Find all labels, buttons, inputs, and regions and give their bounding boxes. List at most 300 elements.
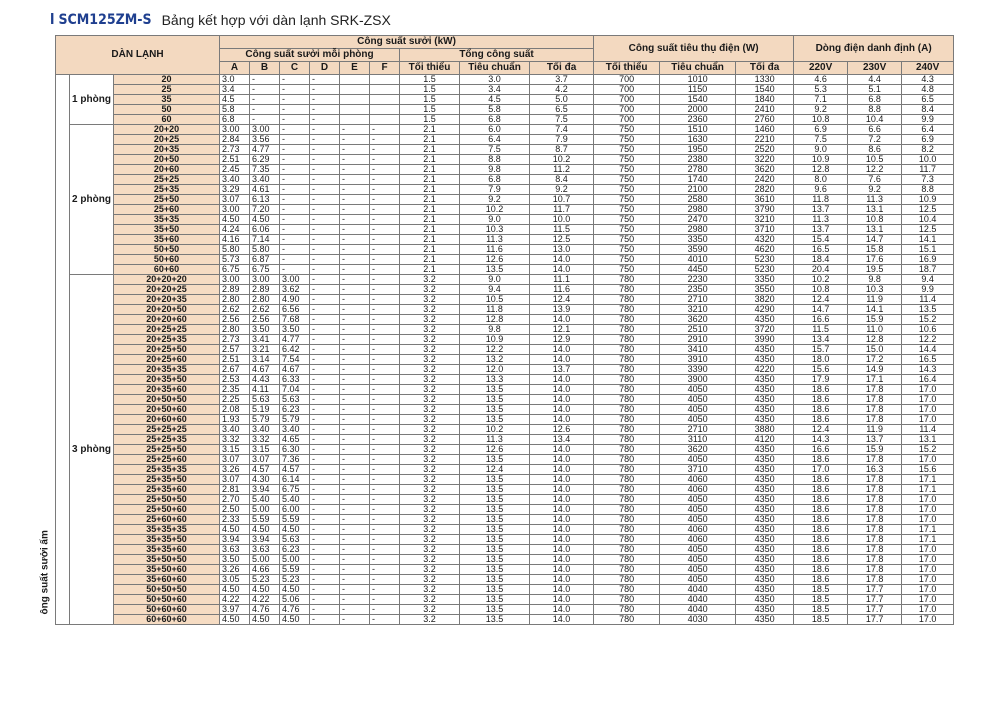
room-c-capacity: - — [280, 155, 310, 165]
combination-cell: 60 — [114, 115, 220, 125]
power-max: 3720 — [736, 325, 794, 335]
room-a-capacity: 2.80 — [220, 295, 250, 305]
total-capacity-min: 2.1 — [400, 145, 460, 155]
room-e-capacity: - — [340, 465, 370, 475]
room-f-capacity: - — [370, 615, 400, 625]
power-std: 4030 — [660, 615, 736, 625]
total-capacity-min: 1.5 — [400, 115, 460, 125]
current-230v: 12.8 — [848, 335, 902, 345]
header-current: Dòng điện danh định (A) — [794, 36, 954, 62]
current-220v: 13.4 — [794, 335, 848, 345]
room-b-capacity: 3.32 — [250, 435, 280, 445]
total-capacity-min: 3.2 — [400, 435, 460, 445]
room-f-capacity — [370, 105, 400, 115]
room-group-label: 1 phòng — [70, 75, 114, 125]
room-b-capacity: 4.57 — [250, 465, 280, 475]
header-total-max: Tối đa — [530, 62, 594, 75]
room-d-capacity: - — [310, 295, 340, 305]
current-230v: 13.1 — [848, 225, 902, 235]
header-indoor: DÀN LẠNH — [56, 36, 220, 75]
power-std: 4050 — [660, 515, 736, 525]
current-220v: 18.6 — [794, 455, 848, 465]
current-220v: 16.6 — [794, 315, 848, 325]
room-f-capacity: - — [370, 525, 400, 535]
room-b-capacity: 5.63 — [250, 395, 280, 405]
power-max: 4350 — [736, 515, 794, 525]
total-capacity-max: 3.7 — [530, 75, 594, 85]
room-e-capacity: - — [340, 435, 370, 445]
power-max: 4350 — [736, 475, 794, 485]
power-max: 3550 — [736, 285, 794, 295]
current-230v: 9.8 — [848, 275, 902, 285]
current-230v: 17.8 — [848, 475, 902, 485]
current-240v: 17.0 — [902, 415, 954, 425]
room-e-capacity: - — [340, 455, 370, 465]
total-capacity-std: 12.0 — [460, 365, 530, 375]
total-capacity-min: 3.2 — [400, 335, 460, 345]
room-f-capacity: - — [370, 345, 400, 355]
total-capacity-min: 3.2 — [400, 555, 460, 565]
total-capacity-max: 13.4 — [530, 435, 594, 445]
room-d-capacity: - — [310, 205, 340, 215]
current-230v: 12.2 — [848, 165, 902, 175]
room-e-capacity — [340, 105, 370, 115]
room-e-capacity: - — [340, 255, 370, 265]
table-row — [56, 305, 954, 315]
power-min: 780 — [594, 315, 660, 325]
power-min: 780 — [594, 455, 660, 465]
room-a-capacity: 4.5 — [220, 95, 250, 105]
current-240v: 4.8 — [902, 85, 954, 95]
current-220v: 20.4 — [794, 265, 848, 275]
room-f-capacity — [370, 85, 400, 95]
total-capacity-std: 13.5 — [460, 535, 530, 545]
room-d-capacity: - — [310, 365, 340, 375]
current-230v: 15.0 — [848, 345, 902, 355]
current-220v: 12.4 — [794, 295, 848, 305]
power-min: 750 — [594, 255, 660, 265]
total-capacity-min: 1.5 — [400, 105, 460, 115]
room-a-capacity: 2.53 — [220, 375, 250, 385]
room-a-capacity: 4.22 — [220, 595, 250, 605]
power-max: 4350 — [736, 375, 794, 385]
power-std: 4060 — [660, 485, 736, 495]
power-min: 780 — [594, 485, 660, 495]
current-240v: 18.7 — [902, 265, 954, 275]
total-capacity-min: 2.1 — [400, 175, 460, 185]
room-f-capacity: - — [370, 205, 400, 215]
header-power-max: Tối đa — [736, 62, 794, 75]
room-e-capacity: - — [340, 315, 370, 325]
total-capacity-std: 10.9 — [460, 335, 530, 345]
table-row — [56, 425, 954, 435]
page-subtitle: Bảng kết hợp với dàn lạnh SRK-ZSX — [161, 12, 391, 28]
total-capacity-std: 13.5 — [460, 475, 530, 485]
room-a-capacity: 2.45 — [220, 165, 250, 175]
room-d-capacity: - — [310, 615, 340, 625]
combination-cell: 20+25+35 — [114, 335, 220, 345]
room-f-capacity: - — [370, 385, 400, 395]
table-row — [56, 105, 954, 115]
room-e-capacity: - — [340, 595, 370, 605]
total-capacity-max: 14.0 — [530, 315, 594, 325]
header-col-f: F — [370, 62, 400, 75]
current-240v: 17.1 — [902, 475, 954, 485]
total-capacity-std: 10.5 — [460, 295, 530, 305]
total-capacity-min: 3.2 — [400, 465, 460, 475]
combination-cell: 25+25+60 — [114, 455, 220, 465]
combination-cell: 20 — [114, 75, 220, 85]
combination-cell: 20+20+20 — [114, 275, 220, 285]
room-c-capacity: - — [280, 95, 310, 105]
room-e-capacity: - — [340, 475, 370, 485]
room-c-capacity: 5.63 — [280, 535, 310, 545]
room-e-capacity: - — [340, 495, 370, 505]
room-c-capacity: 4.50 — [280, 615, 310, 625]
room-a-capacity: 2.08 — [220, 405, 250, 415]
current-220v: 10.8 — [794, 115, 848, 125]
power-max: 4350 — [736, 395, 794, 405]
total-capacity-min: 3.2 — [400, 595, 460, 605]
current-220v: 17.0 — [794, 465, 848, 475]
total-capacity-std: 9.4 — [460, 285, 530, 295]
current-220v: 18.6 — [794, 475, 848, 485]
current-230v: 17.8 — [848, 385, 902, 395]
current-220v: 18.6 — [794, 385, 848, 395]
room-f-capacity: - — [370, 465, 400, 475]
current-230v: 11.0 — [848, 325, 902, 335]
total-capacity-max: 14.0 — [530, 445, 594, 455]
current-230v: 5.1 — [848, 85, 902, 95]
power-std: 4050 — [660, 415, 736, 425]
room-d-capacity: - — [310, 455, 340, 465]
power-max: 4350 — [736, 575, 794, 585]
current-230v: 7.6 — [848, 175, 902, 185]
total-capacity-std: 11.3 — [460, 235, 530, 245]
combination-cell: 50+50 — [114, 245, 220, 255]
room-b-capacity: 4.50 — [250, 525, 280, 535]
total-capacity-std: 10.3 — [460, 225, 530, 235]
current-220v: 10.9 — [794, 155, 848, 165]
power-std: 4050 — [660, 575, 736, 585]
room-d-capacity: - — [310, 145, 340, 155]
combination-cell: 35+35 — [114, 215, 220, 225]
header-col-e: E — [340, 62, 370, 75]
room-c-capacity: 5.40 — [280, 495, 310, 505]
room-c-capacity: - — [280, 225, 310, 235]
power-max: 4620 — [736, 245, 794, 255]
current-220v: 18.6 — [794, 505, 848, 515]
total-capacity-std: 9.8 — [460, 165, 530, 175]
total-capacity-max: 14.0 — [530, 585, 594, 595]
table-row — [56, 165, 954, 175]
power-std: 1510 — [660, 125, 736, 135]
page-title — [50, 10, 391, 30]
room-a-capacity: 2.57 — [220, 345, 250, 355]
room-c-capacity: 6.00 — [280, 505, 310, 515]
power-std: 2380 — [660, 155, 736, 165]
room-c-capacity: - — [280, 235, 310, 245]
room-f-capacity: - — [370, 475, 400, 485]
combination-cell: 20+60+60 — [114, 415, 220, 425]
total-capacity-min: 3.2 — [400, 325, 460, 335]
room-c-capacity: 3.40 — [280, 425, 310, 435]
current-230v: 17.8 — [848, 565, 902, 575]
total-capacity-std: 9.0 — [460, 275, 530, 285]
room-e-capacity: - — [340, 195, 370, 205]
room-e-capacity: - — [340, 545, 370, 555]
room-c-capacity: 6.56 — [280, 305, 310, 315]
table-body — [39, 74, 954, 625]
room-f-capacity: - — [370, 145, 400, 155]
room-e-capacity: - — [340, 405, 370, 415]
power-max: 4350 — [736, 315, 794, 325]
total-capacity-std: 9.0 — [460, 215, 530, 225]
current-220v: 8.0 — [794, 175, 848, 185]
table-row — [56, 435, 954, 445]
room-a-capacity: 3.07 — [220, 195, 250, 205]
combination-cell: 35+35+50 — [114, 535, 220, 545]
room-a-capacity: 3.26 — [220, 565, 250, 575]
room-f-capacity: - — [370, 415, 400, 425]
combination-cell: 25 — [114, 85, 220, 95]
room-d-capacity: - — [310, 595, 340, 605]
room-c-capacity: 4.65 — [280, 435, 310, 445]
power-min: 750 — [594, 175, 660, 185]
current-220v: 5.3 — [794, 85, 848, 95]
room-a-capacity: 4.24 — [220, 225, 250, 235]
total-capacity-std: 13.5 — [460, 385, 530, 395]
total-capacity-min: 3.2 — [400, 315, 460, 325]
power-std: 4050 — [660, 495, 736, 505]
room-e-capacity: - — [340, 485, 370, 495]
current-230v: 17.7 — [848, 585, 902, 595]
current-220v: 18.5 — [794, 615, 848, 625]
room-c-capacity: 6.42 — [280, 345, 310, 355]
room-d-capacity: - — [310, 265, 340, 275]
total-capacity-std: 8.8 — [460, 155, 530, 165]
current-220v: 18.6 — [794, 515, 848, 525]
power-max: 4350 — [736, 505, 794, 515]
room-f-capacity: - — [370, 175, 400, 185]
power-std: 4050 — [660, 385, 736, 395]
room-e-capacity: - — [340, 445, 370, 455]
current-220v: 18.5 — [794, 595, 848, 605]
total-capacity-std: 13.5 — [460, 415, 530, 425]
total-capacity-std: 13.5 — [460, 265, 530, 275]
room-f-capacity: - — [370, 585, 400, 595]
room-d-capacity: - — [310, 235, 340, 245]
header-240v: 240V — [902, 62, 954, 75]
header-total-min: Tối thiểu — [400, 62, 460, 75]
table-row — [56, 245, 954, 255]
power-std: 4050 — [660, 455, 736, 465]
current-230v: 10.3 — [848, 285, 902, 295]
table-row — [56, 605, 954, 615]
room-b-capacity: 5.00 — [250, 505, 280, 515]
room-e-capacity: - — [340, 525, 370, 535]
total-capacity-min: 3.2 — [400, 375, 460, 385]
combination-cell: 20+50+50 — [114, 395, 220, 405]
power-min: 780 — [594, 275, 660, 285]
total-capacity-min: 3.2 — [400, 615, 460, 625]
room-d-capacity: - — [310, 135, 340, 145]
total-capacity-std: 6.4 — [460, 135, 530, 145]
power-max: 4290 — [736, 305, 794, 315]
power-std: 3410 — [660, 345, 736, 355]
room-a-capacity: 2.73 — [220, 335, 250, 345]
combination-cell: 50+50+60 — [114, 595, 220, 605]
room-c-capacity: 4.50 — [280, 585, 310, 595]
room-e-capacity: - — [340, 375, 370, 385]
power-std: 4050 — [660, 405, 736, 415]
total-capacity-std: 7.9 — [460, 185, 530, 195]
room-b-capacity: 3.40 — [250, 425, 280, 435]
table-row — [56, 615, 954, 625]
room-b-capacity: 4.67 — [250, 365, 280, 375]
total-capacity-max: 10.2 — [530, 155, 594, 165]
total-capacity-max: 14.0 — [530, 605, 594, 615]
current-240v: 15.6 — [902, 465, 954, 475]
total-capacity-max: 8.7 — [530, 145, 594, 155]
current-230v: 17.1 — [848, 375, 902, 385]
header-room-capacity: Công suất sưởi mỗi phòng — [220, 49, 400, 62]
room-f-capacity: - — [370, 395, 400, 405]
current-230v: 17.7 — [848, 605, 902, 615]
table-row — [56, 395, 954, 405]
room-f-capacity: - — [370, 425, 400, 435]
combination-cell: 25+60+60 — [114, 515, 220, 525]
current-220v: 18.5 — [794, 605, 848, 615]
total-capacity-max: 14.0 — [530, 395, 594, 405]
combination-cell: 20+20+50 — [114, 305, 220, 315]
current-220v: 11.3 — [794, 215, 848, 225]
table-row — [56, 345, 954, 355]
total-capacity-std: 6.8 — [460, 175, 530, 185]
room-group-label: 3 phòng — [70, 275, 114, 625]
combination-cell: 25+50+60 — [114, 505, 220, 515]
room-e-capacity: - — [340, 225, 370, 235]
total-capacity-std: 11.6 — [460, 245, 530, 255]
combination-cell: 25+50 — [114, 195, 220, 205]
power-std: 2360 — [660, 115, 736, 125]
power-min: 780 — [594, 475, 660, 485]
current-240v: 17.0 — [902, 575, 954, 585]
current-220v: 18.6 — [794, 485, 848, 495]
room-f-capacity: - — [370, 515, 400, 525]
room-b-capacity: 4.30 — [250, 475, 280, 485]
room-d-capacity: - — [310, 275, 340, 285]
table-row — [56, 405, 954, 415]
total-capacity-min: 3.2 — [400, 275, 460, 285]
current-240v: 17.0 — [902, 495, 954, 505]
current-240v: 16.4 — [902, 375, 954, 385]
combination-cell: 25+60 — [114, 205, 220, 215]
room-a-capacity: 2.56 — [220, 315, 250, 325]
table-row — [56, 385, 954, 395]
room-d-capacity: - — [310, 325, 340, 335]
current-220v: 12.4 — [794, 425, 848, 435]
power-max: 2760 — [736, 115, 794, 125]
current-220v: 18.6 — [794, 565, 848, 575]
total-capacity-std: 12.2 — [460, 345, 530, 355]
room-a-capacity: 3.32 — [220, 435, 250, 445]
power-min: 780 — [594, 595, 660, 605]
current-230v: 17.8 — [848, 405, 902, 415]
current-220v: 18.6 — [794, 495, 848, 505]
room-b-capacity: 6.75 — [250, 265, 280, 275]
power-min: 750 — [594, 245, 660, 255]
current-240v: 17.0 — [902, 555, 954, 565]
room-b-capacity: - — [250, 105, 280, 115]
power-std: 1010 — [660, 75, 736, 85]
total-capacity-min: 3.2 — [400, 585, 460, 595]
current-230v: 8.8 — [848, 105, 902, 115]
room-d-capacity: - — [310, 495, 340, 505]
power-min: 750 — [594, 205, 660, 215]
room-d-capacity: - — [310, 355, 340, 365]
power-max: 4350 — [736, 605, 794, 615]
combination-cell: 50+60 — [114, 255, 220, 265]
power-max: 4350 — [736, 585, 794, 595]
combination-cell: 25+50+50 — [114, 495, 220, 505]
table-row — [56, 455, 954, 465]
current-240v: 17.0 — [902, 605, 954, 615]
total-capacity-max: 14.0 — [530, 535, 594, 545]
room-a-capacity: 3.40 — [220, 175, 250, 185]
room-f-capacity: - — [370, 565, 400, 575]
header-power: Công suất tiêu thụ điện (W) — [594, 36, 794, 62]
table-row — [56, 365, 954, 375]
combination-cell: 35+60 — [114, 235, 220, 245]
room-b-capacity: 3.63 — [250, 545, 280, 555]
combination-cell: 20+25+50 — [114, 345, 220, 355]
table-row — [56, 555, 954, 565]
combination-cell: 20+50+60 — [114, 405, 220, 415]
room-b-capacity: 3.15 — [250, 445, 280, 455]
room-e-capacity: - — [340, 175, 370, 185]
table-row — [56, 445, 954, 455]
power-max: 5230 — [736, 265, 794, 275]
total-capacity-std: 9.2 — [460, 195, 530, 205]
side-label-cell — [39, 75, 70, 625]
room-d-capacity: - — [310, 395, 340, 405]
room-b-capacity: 3.94 — [250, 485, 280, 495]
current-230v: 17.8 — [848, 485, 902, 495]
current-220v: 14.3 — [794, 435, 848, 445]
power-min: 750 — [594, 225, 660, 235]
room-d-capacity: - — [310, 305, 340, 315]
total-capacity-max: 14.0 — [530, 505, 594, 515]
current-240v: 17.0 — [902, 595, 954, 605]
room-f-capacity: - — [370, 315, 400, 325]
combination-cell: 20+25+60 — [114, 355, 220, 365]
total-capacity-min: 3.2 — [400, 415, 460, 425]
power-std: 2910 — [660, 335, 736, 345]
total-capacity-max: 5.0 — [530, 95, 594, 105]
current-220v: 13.7 — [794, 205, 848, 215]
total-capacity-max: 14.0 — [530, 415, 594, 425]
current-230v: 6.8 — [848, 95, 902, 105]
power-min: 780 — [594, 355, 660, 365]
current-240v: 8.8 — [902, 185, 954, 195]
table-row — [56, 325, 954, 335]
header-col-b: B — [250, 62, 280, 75]
power-max: 4350 — [736, 545, 794, 555]
combination-cell: 50+50+50 — [114, 585, 220, 595]
total-capacity-std: 13.3 — [460, 375, 530, 385]
table-row — [56, 525, 954, 535]
